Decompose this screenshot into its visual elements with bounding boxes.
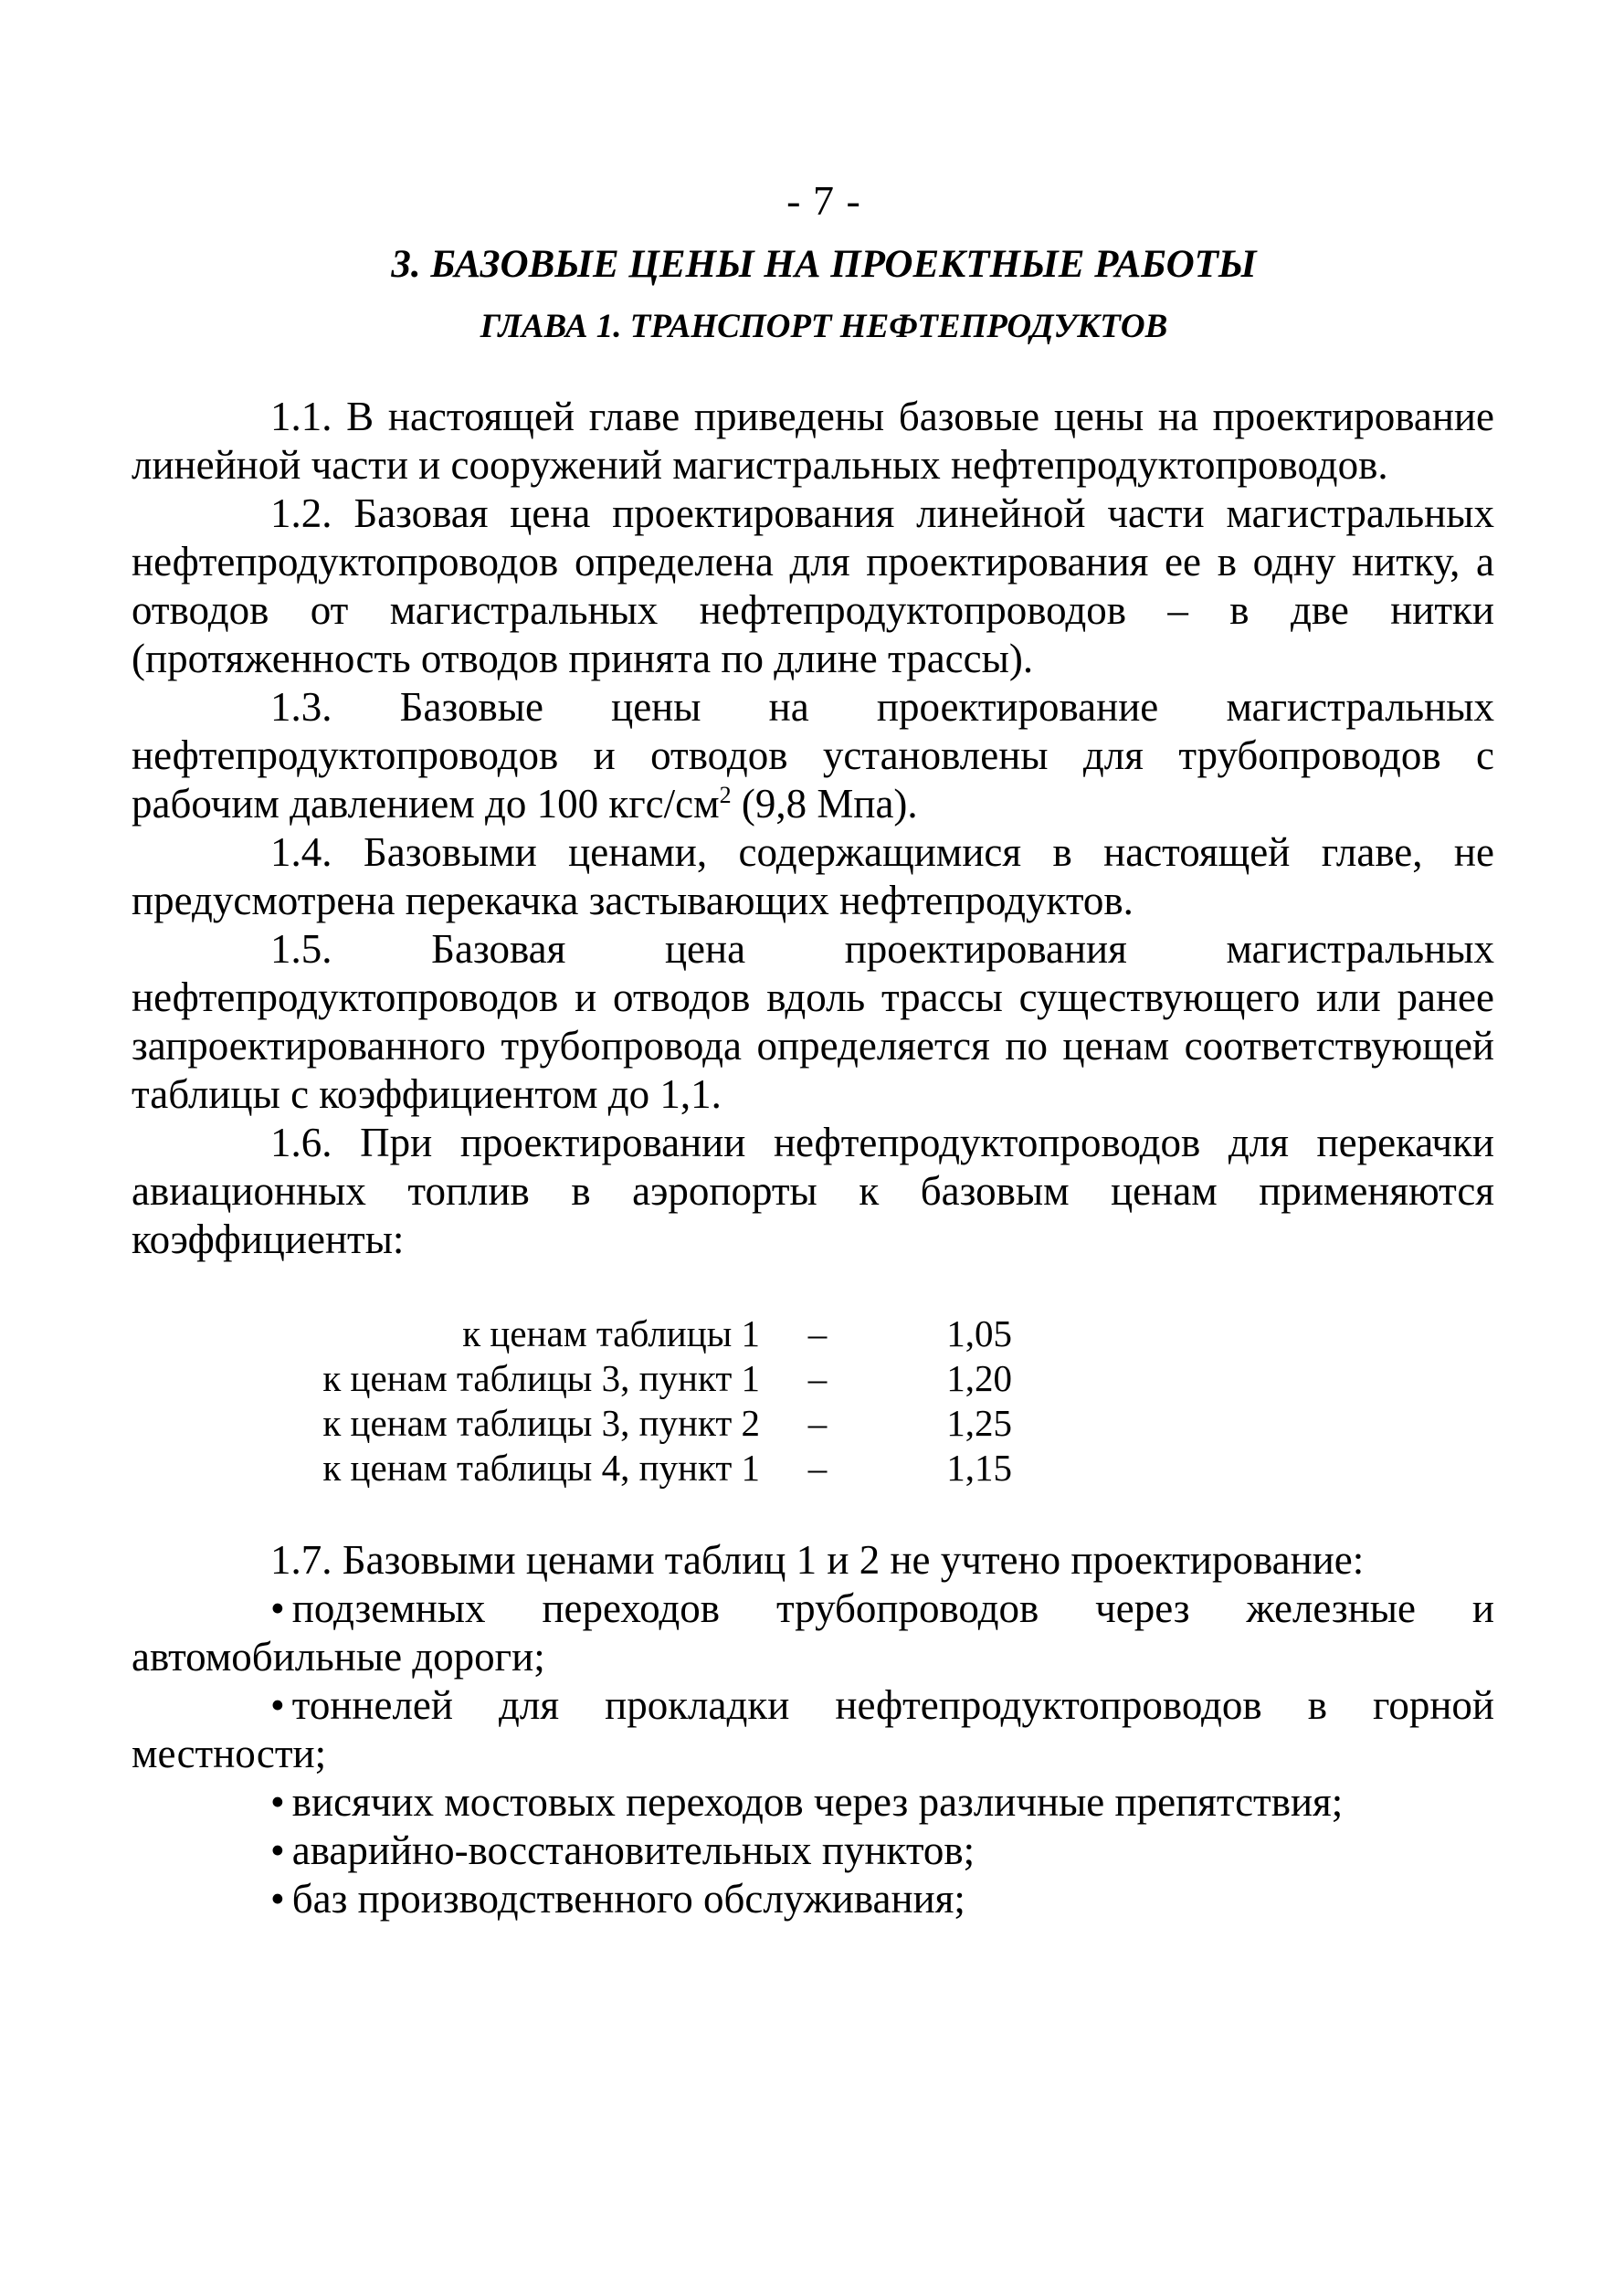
coefficient-row (132, 1311, 1012, 1356)
bullet-icon: • (270, 1876, 285, 1922)
bullet-text: баз производственного обслуживания; (291, 1876, 965, 1922)
document-body (132, 393, 1494, 1923)
coefficient-value: 1,15 (946, 1447, 1012, 1489)
bullet-item (132, 1585, 1494, 1681)
chapter-title: ГЛАВА 1. ТРАНСПОРТ НЕФТЕПРОДУКТОВ (480, 308, 1168, 345)
coefficients-table (132, 1311, 1012, 1490)
coefficient-dash: – (807, 1357, 828, 1399)
paragraph-1-3-text: 1.3. Базовые цены на проектирование магистральных нефтепродуктопроводов и отводов установлены для трубопроводов с рабочим давлением до 100 кгс/см (132, 684, 1494, 827)
coefficient-dash: – (807, 1447, 828, 1489)
bullet-text: подземных переходов трубопроводов через железные и автомобильные дороги; (132, 1585, 1494, 1680)
coefficient-dash: – (807, 1312, 828, 1354)
coefficient-dash: – (807, 1402, 828, 1444)
superscript: 2 (719, 782, 732, 808)
bullet-item (132, 1681, 1494, 1778)
coefficient-label: к ценам таблицы 3, пункт 2 (322, 1402, 760, 1444)
paragraph-1-6: 1.6. При проектировании нефтепродуктопроводов для перекачки авиационных топлив в аэропорты к базовым ценам применяются коэффициенты: (132, 1120, 1494, 1262)
bullet-item (132, 1778, 1494, 1827)
bullet-item (132, 1827, 1494, 1875)
bullet-icon: • (270, 1779, 285, 1825)
paragraph-1-3 (132, 683, 1494, 828)
paragraph-1-7: 1.7. Базовыми ценами таблиц 1 и 2 не учтено проектирование: (270, 1537, 1365, 1583)
paragraph-1-5: 1.5. Базовая цена проектирования магистральных нефтепродуктопроводов и отводов вдоль трассы существующего или ранее запроектированного трубопровода определяется по ценам соответствующей таблицы с коэффициентом до 1,1. (132, 926, 1494, 1117)
coefficient-row (132, 1401, 1012, 1446)
coefficient-row (132, 1446, 1012, 1490)
coefficient-value: 1,25 (946, 1402, 1012, 1444)
bullet-icon: • (270, 1827, 285, 1873)
coefficient-label: к ценам таблицы 3, пункт 1 (322, 1357, 760, 1399)
paragraph-1-4: 1.4. Базовыми ценами, содержащимися в настоящей главе, не предусмотрена перекачка застывающих нефтепродуктов. (132, 829, 1494, 923)
bullet-icon: • (270, 1585, 285, 1631)
coefficient-label: к ценам таблицы 4, пункт 1 (322, 1447, 760, 1489)
page-number: - 7 - (786, 177, 861, 224)
bullet-text: тоннелей для прокладки нефтепродуктопроводов в горной местности; (132, 1682, 1494, 1776)
coefficient-row (132, 1356, 1012, 1401)
paragraph-1-3-tail: (9,8 Мпа). (731, 781, 918, 827)
paragraph-1-2: 1.2. Базовая цена проектирования линейной части магистральных нефтепродуктопроводов определена для проектирования ее в одну нитку, а отводов от магистральных нефтепродуктопроводов – в две нитки (протяженность отводов принята по длине трассы). (132, 490, 1494, 681)
bullet-text: аварийно-восстановительных пунктов; (291, 1827, 975, 1873)
coefficient-label: к ценам таблицы 1 (462, 1312, 760, 1354)
coefficient-value: 1,05 (946, 1312, 1012, 1354)
bullet-item (132, 1875, 1494, 1923)
bullet-icon: • (270, 1682, 285, 1728)
coefficient-value: 1,20 (946, 1357, 1012, 1399)
paragraph-1-1: 1.1. В настоящей главе приведены базовые цены на проектирование линейной части и сооружений магистральных нефтепродуктопроводов. (132, 394, 1494, 488)
section-title: 3. БАЗОВЫЕ ЦЕНЫ НА ПРОЕКТНЫЕ РАБОТЫ (391, 243, 1257, 286)
bullet-text: висячих мостовых переходов через различные препятствия; (291, 1779, 1344, 1825)
